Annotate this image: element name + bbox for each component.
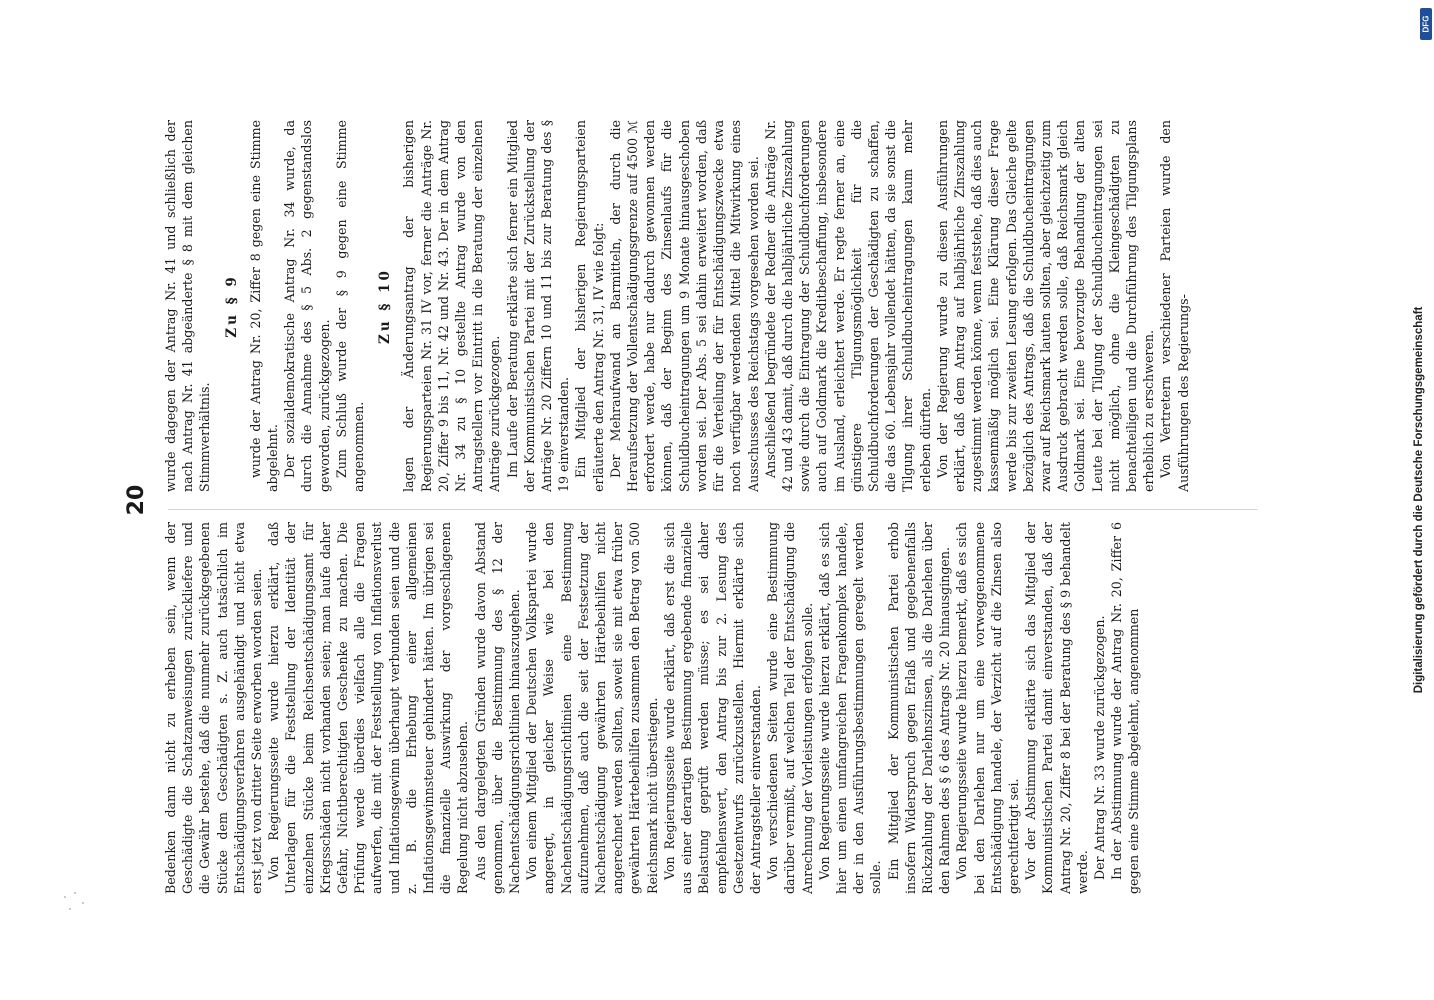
paragraph: Von Regierungsseite wurde hierzu bemerkt, daß es sich bei den Darlehen nur um eine vorweggenommene Entschädigung handele, der Verzicht auf die Zinsen also gerechtfertigt sei. (954, 522, 1021, 894)
paragraph: Der sozialdemokratische Antrag Nr. 34 wurde, da durch die Annahme des § 5 Abs. 2 gegenstandslos geworden, zurückgezogen. (282, 120, 332, 492)
paragraph: Zum Schluß wurde der § 9 gegen eine Stimme angenommen. (333, 120, 367, 492)
paragraph: Von der Regierung wurde zu diesen Ausführungen erklärt, daß dem Antrag auf halbjährliche Zinszahlung zugestimmt werden könne, wenn feststehe, daß dies auch kassenmäßig möglich sei. Eine Klärung dieser Frage werde bis zur zweiten Lesung erfolgen. Das Gleiche gelte bezüglich des Antrags, daß die Schuldbucheintragungen zwar auf Reichsmark lauten sollten, aber gleichzeitig zum Ausdruck gebracht werden solle, daß Reichsmark gleich Goldmark sei. Eine bevorzugte Behandlung der alten Leute bei der Tilgung der Schuldbucheintragungen sei nicht möglich, ohne die Kleingeschädigten zu benachteiligen und die Durchführung des Tilgungsplans erheblich zu erschweren. (934, 120, 1157, 492)
paragraph: In der Abstimmung wurde der Antrag Nr. 20, Ziffer 6 gegen eine Stimme abgelehnt, angenommen (1109, 522, 1142, 894)
paragraph: Von Regierungsseite wurde hierzu erklärt, daß Unterlagen für die Feststellung der Identität der einzelnen Stücke beim Reichsentschädigungsamt für Kriegsschäden nicht vorhanden seien; man laufe daher Gefahr, Nichtberechtigten Geschenke zu machen. Die Prüfung werde überdies vielfach alle die Fragen aufwerfen, die mit der Feststellung von Inflationsverlust und Inflationsgewinn überhaupt verbunden seien und die z. B. die Erhebung einer allgemeinen Inflationsgewinnsteuer gehindert hätten. Im übrigen sei die finanzielle Auswirkung der vorgeschlagenen Regelung nicht abzusehen. (266, 522, 471, 894)
paragraph: Von Regierungsseite wurde erklärt, daß erst die sich aus einer derartigen Bestimmung ergebende finanzielle Belastung geprüft werden müsse; es sei daher empfehlenswert, den Antrag bis zur 2. Lesung des Gesetzentwurfs zurückzustellen. Hiermit erklärte sich der Antragsteller einverstanden. (661, 522, 763, 894)
left-column (162, 522, 1262, 894)
paragraph: wurde dagegen der Antrag Nr. 41 und schließlich der nach Antrag Nr. 41 abgeänderte § 8 mit dem gleichen Stimmverhältnis. (163, 120, 213, 492)
column-divider (168, 509, 1258, 510)
section-heading: Zu § 10 (377, 268, 394, 344)
paragraph: Ein Mitglied der Kommunistischen Partei erhob insofern Widerspruch gegen Erlaß und gegebenenfalls Rückzahlung der Darlehnszinsen, als die Darlehen über den Rahmen des § 6 des Antrags Nr. 20 hinausgingen. (885, 522, 953, 894)
paragraph: Im Laufe der Beratung erklärte sich ferner ein Mitglied der Kommunistischen Partei mit der Zurückstellung der Anträge Nr. 20 Ziffern 10 und 11 bis zur Beratung des § 19 einverstanden. (504, 120, 572, 492)
right-column (162, 120, 1262, 492)
paragraph: Anschließend begründete der Redner die Anträge Nr. 42 und 43 damit, daß durch die halbjährliche Zinszahlung sowie durch die Eintragung der Schuldbuchforderungen auch auf Goldmark die Kreditbeschaffung, insbesondere im Ausland, erleichtert werde. Er regte ferner an, eine günstigere Tilgungsmöglichkeit für die Schuldbuchforderungen der Geschädigten zu schaffen, die das 60. Lebensjahr vollendet hätten, da sie sonst die Tilgung ihrer Schuldbucheintragungen kaum mehr erleben dürften. (762, 120, 933, 492)
digitization-note-text: Digitalisierung gefördert durch die Deutsche Forschungsgemeinschaft (1413, 306, 1425, 694)
digitization-note (1404, 0, 1434, 1000)
paragraph: Der Mehraufwand an Barmitteln, der durch die Heraufsetzung der Vollentschädigungsgrenze auf 4500 ℳ erfordert werde, habe nur dadurch gewonnen werden können, daß der Beginn des Zinsenlaufs für die Schuldbucheintragungen um 9 Monate hinausgeschoben worden sei. Der Abs. 5 sei dahin erweitert worden, daß für die Verteilung der für Entschädigungszwecke etwa noch verfügbar werdenden Mittel die Mitwirkung eines Ausschusses des Reichstags vorgesehen worden sei. (607, 120, 761, 492)
section-heading: Zu § 9 (223, 274, 240, 338)
paragraph: Von verschiedenen Seiten wurde eine Bestimmung darüber vermißt, auf welchen Teil der Entschädigung die Anrechnung der Vorleistungen erfolgen solle. (765, 522, 815, 894)
dfg-logo (1420, 8, 1432, 40)
scan-speckles (60, 890, 90, 920)
paragraph: Ein Mitglied der bisherigen Regierungsparteien erläuterte den Antrag Nr. 31, IV wie folgt: (573, 120, 606, 492)
paragraph: Der Antrag Nr. 33 wurde zurückgezogen. (1091, 615, 1107, 880)
paragraph: Von Vertretern verschiedener Parteien wurde den Ausführungen des Regierungs- (1158, 120, 1191, 492)
paragraph: Von Regierungsseite wurde hierzu erklärt, daß es sich hier um einen umfangreichen Fragenkomplex handele, der in den Ausführungsbestimmungen geregelt werden solle. (816, 522, 884, 894)
paragraph: wurde der Antrag Nr. 20, Ziffer 8 gegen eine Stimme abgelehnt. (247, 120, 281, 492)
paragraph: Von einem Mitglied der Deutschen Volkspartei wurde angeregt, in gleicher Weise wie bei den Nachentschädigungsrichtlinien eine Bestimmung aufzunehmen, daß auch die seit der Festsetzung der Nachentschädigung gewährten Härtebeihilfen nicht angerechnet werden sollten, soweit sie mit etwa früher gewährten Härtebeihilfen zusammen den Betrag von 500 Reichsmark nicht überstiegen. (524, 522, 660, 894)
document-page (118, 90, 1278, 910)
paragraph: lagen der Änderungsantrag der bisherigen Regierungsparteien Nr. 31 IV vor, ferner die Anträge Nr. 20, Ziffer 9 bis 11, Nr. 42 und Nr. 43. Der in dem Antrag Nr. 34 zu § 10 gestellte Antrag wurde von den Antragstellern vor Eintritt in die Beratung der einzelnen Anträge zurückgezogen. (401, 120, 503, 492)
page-number: 20 (124, 484, 149, 516)
paragraph: Vor der Abstimmung erklärte sich das Mitglied der Kommunistischen Partei damit einverstanden, daß der Antrag Nr. 20, Ziffer 8 bei der Beratung des § 9 behandelt werde. (1023, 522, 1090, 894)
paragraph: Aus den dargelegten Gründen wurde davon Abstand genommen, über die Bestimmung des § 12 der Nachentschädigungsrichtlinien hinauszugehen. (472, 522, 523, 894)
paragraph: Bedenken dann nicht zu erheben sein, wenn der Geschädigte die Schatzanweisungen zurückliefere und die Gewähr bestehe, daß die nunmehr zurückgegebenen Stücke dem Geschädigten s. Z. auch tatsächlich im Entschädigungsverfahren ausgehändigt und nicht etwa erst jetzt von dritter Seite erworben worden seien. (163, 522, 265, 894)
dfg-logo-text: DFG (1421, 15, 1431, 33)
